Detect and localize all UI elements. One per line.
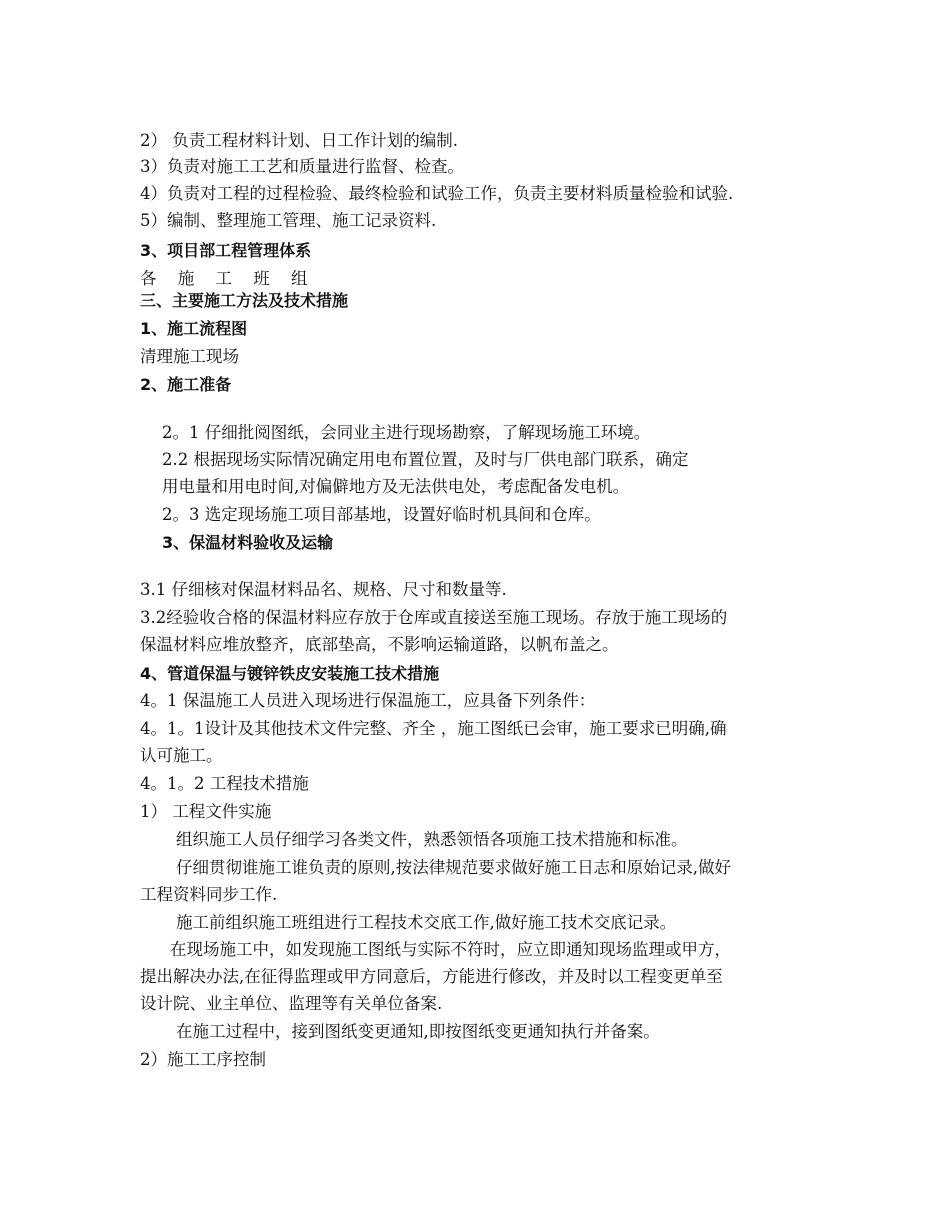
paragraph-4-1-1-cont: 认可施工。	[140, 746, 223, 765]
paragraph-responsibility-cont: 工程资料同步工作.	[140, 885, 278, 904]
sub-item-1: 1） 工程文件实施	[140, 802, 272, 821]
paragraph-3-2: 3.2经验收合格的保温材料应存放于仓库或直接送至施工现场。存放于施工现场的	[140, 608, 728, 627]
paragraph-3-2-cont: 保温材料应堆放整齐，底部垫高，不影响运输道路，以帆布盖之。	[140, 635, 619, 654]
paragraph-4-1-1: 4。1。1设计及其他技术文件完整、齐全 ，施工图纸已会审，施工要求已明确,确	[140, 719, 727, 738]
list-item-5: 5）编制、整理施工管理、施工记录资料.	[140, 211, 437, 230]
paragraph-responsibility: 仔细贯彻谁施工谁负责的原则,按法律规范要求做好施工日志和原始记录,做好	[176, 858, 731, 877]
paragraph-3-1: 3.1 仔细核对保温材料品名、规格、尺寸和数量等.	[140, 580, 507, 599]
paragraph-2-2: 2.2 根据现场实际情况确定用电布置位置，及时与厂供电部门联系，确定	[162, 450, 689, 469]
list-item-3: 3）负责对施工工艺和质量进行监督、检查。	[140, 157, 464, 176]
paragraph-2-3: 2。3 选定现场施工项目部基地，设置好临时机具间和仓库。	[162, 505, 601, 524]
section-heading-3: 3、项目部工程管理体系	[140, 241, 312, 260]
paragraph-4-1: 4。1 保温施工人员进入现场进行保温施工，应具备下列条件：	[140, 691, 596, 710]
paragraph-discrepancy-cont-2: 设计院、业主单位、监理等有关单位备案.	[140, 994, 443, 1013]
section-heading-2: 2、施工准备	[140, 375, 232, 394]
org-label: 各 施 工 班 组	[140, 269, 316, 288]
chapter-heading-3: 三、主要施工方法及技术措施	[140, 291, 349, 310]
paragraph-discrepancy-cont-1: 提出解决办法,在征得监理或甲方同意后，方能进行修改，并及时以工程变更单至	[140, 967, 723, 986]
sub-item-2: 2）施工工序控制	[140, 1050, 266, 1069]
section-heading-4: 4、管道保温与镀锌铁皮安装施工技术措施	[140, 664, 440, 683]
section-heading-1: 1、施工流程图	[140, 319, 248, 338]
paragraph-2-2-cont: 用电量和用电时间,对偏僻地方及无法供电处，考虑配备发电机。	[162, 477, 630, 496]
paragraph-4-1-2: 4。1。2 工程技术措施	[140, 774, 309, 793]
section-heading-3-materials: 3、保温材料验收及运输	[162, 533, 334, 552]
paragraph-briefing: 施工前组织施工班组进行工程技术交底工作,做好施工技术交底记录。	[176, 913, 677, 932]
paragraph-change-notice: 在施工过程中，接到图纸变更通知,即按图纸变更通知执行并备案。	[176, 1022, 660, 1041]
flow-label: 清理施工现场	[140, 347, 239, 366]
list-item-2: 2） 负责工程材料计划、日工作计划的编制.	[140, 131, 458, 150]
list-item-4: 4）负责对工程的过程检验、最终检验和试验工作，负责主要材料质量检验和试验.	[140, 184, 734, 203]
paragraph-study: 组织施工人员仔细学习各类文件，熟悉领悟各项施工技术措施和标准。	[176, 830, 688, 849]
paragraph-discrepancy: 在现场施工中，如发现施工图纸与实际不符时，应立即通知现场监理或甲方，	[170, 940, 731, 959]
paragraph-2-1: 2。1 仔细批阅图纸，会同业主进行现场勘察，了解现场施工环境。	[162, 423, 651, 442]
